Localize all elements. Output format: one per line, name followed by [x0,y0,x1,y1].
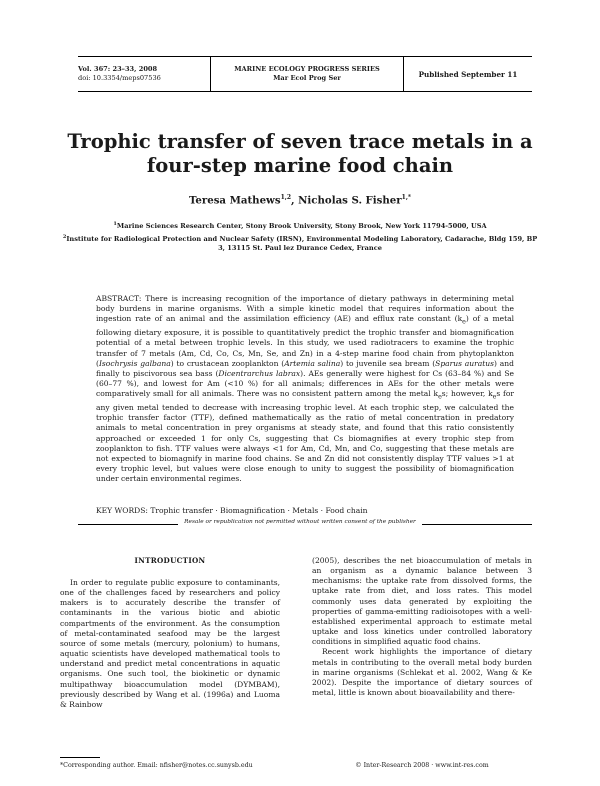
abstract: ABSTRACT: There is increasing recognition of the importance of dietary pathways in determining metal body burdens in marine organisms. With a simple kinetic model that requires information about the ingestion rate of an animal and the assimilation efficiency (AE) and efflux rate constant $(k_e)$ of a metal following dietary exposure, it is possible to quantitatively predict the trophic transfer and biomagnification potential of a metal between trophic levels. In this study, we used radiotracers to examine the trophic transfer of 7 metals (Am, Cd, Co, Cs, Mn, Se, and Zn) in a 4-step marine food chain from phytoplankton (Isochrysis galbana) to crustacean zooplankton (Artemia salina) to juvenile sea bream (Sparus auratus) and finally to piscivorous sea bass (Dicentrarchus labrax). AEs generally were highest for Cs (63–84 %) and Se (60–77 %), and lowest for Am (<10 %) for all animals; differences in AEs for the other metals were comparatively small for all animals. There was no consistent pattern among the metal $k_es$; however, $k_es$ for any given metal tended to decrease with increasing trophic level. At each trophic step, we calculated the trophic transfer factor (TTF), defined mathematically as the ratio of metal concentration in predatory animals to metal concentration in prey organisms at steady state, and found that this ratio consistently approached or exceeded 1 for only Cs, suggesting that Cs biomagnifies at every trophic step from zooplankton to fish. TTF values were always <1 for Am, Cd, Mn, and Co, suggesting that these metals are not expected to biomagnify in marine food chains. Se and Zn did not consistently display TTF values >1 at every trophic level, but values were close enough to unity to suggest the possibility of biomagnification under certain environmental regimes. [96,294,515,484]
paragraph: Recent work highlights the importance of dietary metals in contributing to the overall metal body burden in marine organisms (Schlekat et al. 2002, Wang & Ke 2002). Despite the importance of dietary sources of metal, little is known about bioavailability and there- [312,647,532,698]
paper-title: Trophic transfer of seven trace metals in a four-step marine food chain [67,130,533,177]
journal-name: MARINE ECOLOGY PROGRESS SERIES [234,65,380,73]
citation: Vol. 367: 23–33, 2008 [78,65,158,73]
section-heading-introduction: INTRODUCTION [134,556,206,565]
corresponding-author-footnote: *Corresponding author. Email: nfisher@notes.cc.sunysb.edu [60,762,253,769]
publication-date: Published September 11 [418,69,518,79]
journal-header [78,56,532,92]
authors: Teresa Mathews$^{1,2}$, Nicholas S. Fisher$^{1,*}$ [188,194,412,207]
footnote-divider [60,757,100,758]
keywords-label: KEY WORDS: [96,506,148,515]
keywords [96,506,514,515]
resale-notice: Resale or republication not permitted without written consent of the publisher [0,519,600,525]
copyright-notice: © Inter-Research 2008 · www.int-res.com [355,762,489,769]
body-column-right [312,556,532,698]
affiliation-1: $^1$Marine Sciences Research Center, Stony Brook University, Stony Brook, New York 11794-5000, USA [113,221,487,231]
paragraph: In order to regulate public exposure to contaminants, one of the challenges faced by researchers and policy makers is to accurately describe the transfer of contaminants in the various biotic and abiotic compartments of the environment. As the consumption of metal-contaminated seafood may be the largest source of some metals (mercury, polonium) to humans, aquatic scientists have developed mathematical tools to understand and predict metal concentrations in aquatic organisms. One such tool, the biokinetic or dynamic multipathway bioaccumulation model (DYMBAM), previously described by Wang et al. (1996a) and Luoma & Rainbow [60,578,280,709]
paragraph: (2005), describes the net bioaccumulation of metals in an organism as a dynamic balance between 3 mechanisms: the uptake rate from dissolved forms, the uptake rate from diet, and loss rates. This model commonly uses data generated by exploiting the properties of gamma-emitting radioisotopes with a well-established experimental approach to estimate metal uptake and loss kinetics under controlled laboratory conditions in simplified aquatic food chains. [312,556,532,647]
keywords-text: Trophic transfer · Biomagnification · Metals · Food chain [150,506,368,515]
body-column-left [60,578,280,710]
author-name: Teresa Mathews [188,194,281,207]
author-affil-mark: 1,* [401,194,412,201]
affiliation-2: $^2$Institute for Radiological Protection and Nuclear Safety (IRSN), Environmental Modeling Laboratory, Cadarache, Bldg 159, BP 3, 13115 St. Paul lez Durance Cedex, France [62,234,538,253]
abstract-label: ABSTRACT: [96,294,142,303]
doi: doi: 10.3354/meps07536 [78,74,161,82]
author-affil-mark: 1,2 [280,194,292,201]
journal-name-block [210,57,404,91]
journal-abbrev: Mar Ecol Prog Ser [273,74,341,82]
citation-block [78,57,210,91]
author-name: Nicholas S. Fisher [298,194,402,207]
